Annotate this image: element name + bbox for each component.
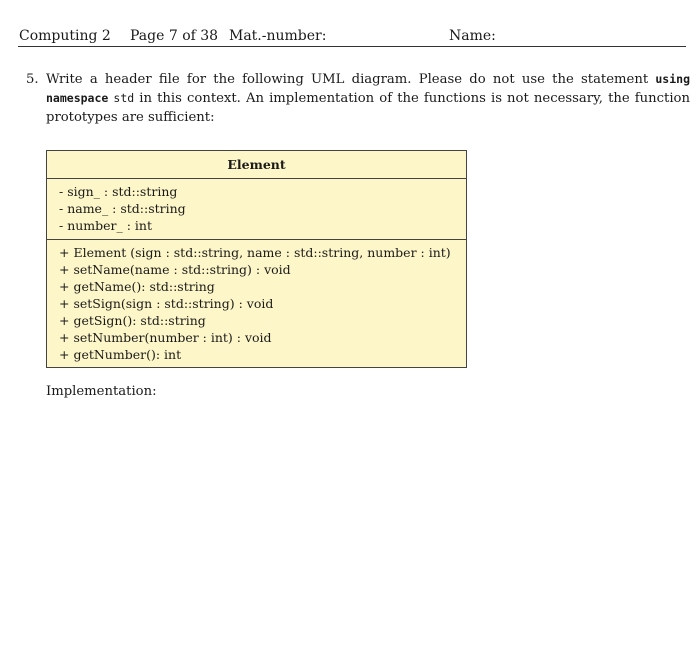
- question-text-part2: in this context. An implementation of the functions is not necessary, the function prototypes are sufficient:: [46, 91, 690, 125]
- question-text: [46, 70, 690, 127]
- question-5: [26, 70, 690, 127]
- uml-method: + setNumber(number : int) : void: [59, 330, 272, 345]
- uml-attribute: - number_ : int: [59, 218, 153, 233]
- uml-method: + getNumber(): int: [59, 347, 182, 362]
- page-header: [18, 26, 686, 47]
- uml-attributes: [47, 179, 466, 240]
- uml-method: + setSign(sign : std::string) : void: [59, 296, 274, 311]
- name-label: Name:: [449, 28, 496, 44]
- uml-attribute: - name_ : std::string: [59, 201, 186, 216]
- uml-class-diagram: [46, 150, 467, 368]
- uml-methods: [47, 240, 466, 367]
- uml-method: + setName(name : std::string) : void: [59, 262, 291, 277]
- course-title: Computing 2: [19, 28, 111, 44]
- uml-class-name: Element: [47, 151, 466, 179]
- implementation-label: Implementation:: [46, 384, 157, 399]
- uml-method: + getSign(): std::string: [59, 313, 206, 328]
- uml-attribute: - sign_ : std::string: [59, 184, 178, 199]
- code-std: std: [113, 91, 135, 105]
- question-text-part1: Write a header file for the following UML diagram. Please do not use the statement: [46, 72, 656, 87]
- page-number: Page 7 of 38: [130, 28, 219, 44]
- uml-method: + getName(): std::string: [59, 279, 215, 294]
- question-number: 5.: [26, 72, 39, 87]
- uml-method: + Element (sign : std::string, name : std::string, number : int): [59, 245, 451, 260]
- mat-number-label: Mat.-number:: [229, 28, 327, 44]
- code-using-namespace: using namespace: [46, 72, 690, 105]
